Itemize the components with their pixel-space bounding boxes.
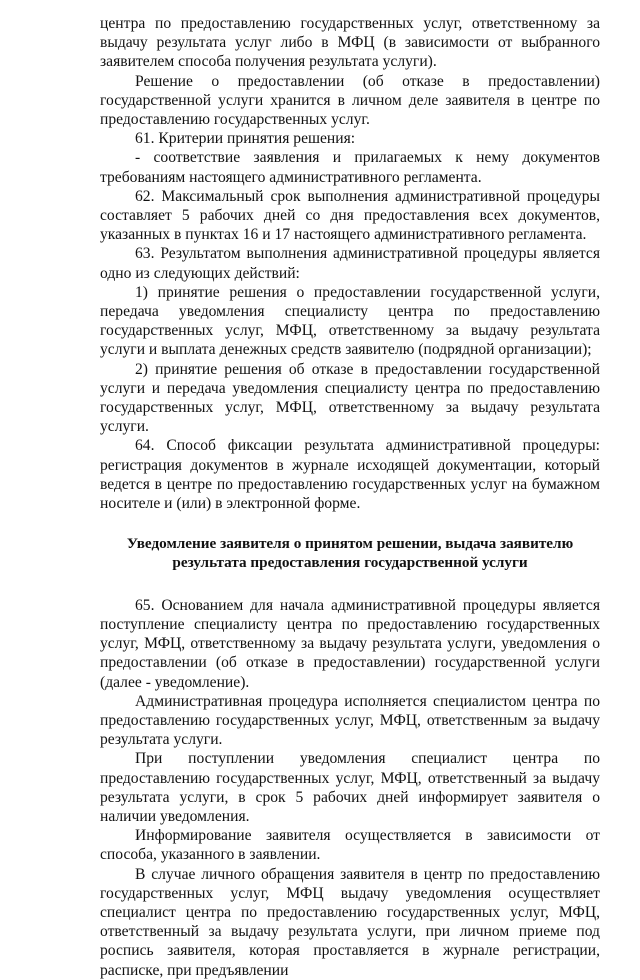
section-heading bbox=[100, 534, 600, 572]
heading-spacer-bottom bbox=[100, 573, 600, 596]
paragraph-63-item-1: 1) принятие решения о предоставлении государственной услуги, передача уведомления специалисту центра по предоставлению государственных услуг, МФЦ, ответственному за выдачу результата услуги и выплата денежных средств заявителю (подрядной организации); bbox=[100, 283, 600, 359]
paragraph-63: 63. Результатом выполнения административной процедуры является одно из следующих действий: bbox=[100, 245, 600, 282]
section-heading-line-2: результата предоставления государственной услуги bbox=[172, 554, 528, 572]
paragraph-63-item-2: 2) принятие решения об отказе в предоставлении государственной услуги и передача уведомления специалисту центра по предоставлению государственных услуг, МФЦ, ответственному за выдачу результата услуги. bbox=[100, 360, 600, 436]
paragraph-62: 62. Максимальный срок выполнения административной процедуры составляет 5 рабочих дней со дня предоставления всех документов, указанных в пунктах 16 и 17 настоящего административного регламента. bbox=[100, 187, 600, 244]
paragraph-continuation: центра по предоставлению государственных услуг, ответственному за выдачу результата услуг либо в МФЦ (в зависимости от выбранного заявителем способа получения результата услуги). bbox=[100, 15, 600, 71]
paragraph-65-executor: Административная процедура исполняется специалистом центра по предоставлению государственных услуг, МФЦ, ответственным за выдачу результата услуги. bbox=[100, 692, 600, 749]
paragraph-65-method: Информирование заявителя осуществляется в зависимости от способа, указанного в заявлении. bbox=[100, 827, 600, 864]
paragraph-65: 65. Основанием для начала административной процедуры является поступление специалисту центра по предоставлению государственных услуг, МФЦ, ответственному за выдачу результата услуги, уведомления о предоставлении (об отказе в предоставлении) государственной услуги (далее - уведомление). bbox=[100, 596, 600, 691]
paragraph-65-personal: В случае личного обращения заявителя в центр по предоставлению государственных услуг, МФЦ выдачу уведомления осуществляет специалист центра по предоставлению государственных услуг, МФЦ, ответственный за выдачу результата услуги, при личном приеме под роспись заявителя, которая проставляется в журнале регистрации, расписке, при предъявлении bbox=[100, 865, 600, 979]
document-page bbox=[100, 14, 600, 980]
paragraph-65-inform: При поступлении уведомления специалист центра по предоставлению государственных услуг, МФЦ, ответственный за выдачу результата услуги, в срок 5 рабочих дней информирует заявителя о наличии уведомления. bbox=[100, 750, 600, 825]
paragraph-61-item: - соответствие заявления и прилагаемых к нему документов требованиям настоящего административного регламента. bbox=[100, 149, 600, 186]
paragraph-64: 64. Способ фиксации результата административной процедуры: регистрация документов в журнале исходящей документации, который ведется в центре по предоставлению государственных услуг на бумажном носителе и (или) в электронной форме. bbox=[100, 437, 600, 513]
section-heading-line-1: Уведомление заявителя о принятом решении, выдача заявителю bbox=[126, 535, 574, 553]
paragraph-decision-storage: Решение о предоставлении (об отказе в предоставлении) государственной услуги хранится в личном деле заявителя в центре по предоставлению государственных услуг. bbox=[100, 72, 600, 129]
paragraph-61: 61. Критерии принятия решения: bbox=[135, 130, 356, 148]
heading-spacer-top bbox=[100, 513, 600, 534]
